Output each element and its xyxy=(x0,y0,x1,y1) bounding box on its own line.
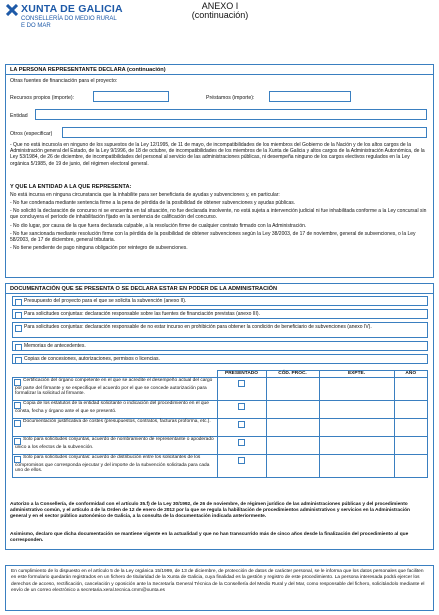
file-cell[interactable] xyxy=(319,436,394,454)
list-item: - No tiene pendiente de pago ninguna obligación por reintegro de subvenciones. xyxy=(10,245,188,252)
authorization-text: Autorizo a la Consellería, de conformidad con el artículo 35.f) de la Ley 30/1992, de 26 de noviembre, de régimen jurídico de las administraciones públicas y del procedimiento administrativo común, y el artículo 4 de la Orden de 12 de enero de 2012 por la que se regula la habilitación de procedimientos administrativos y servicios en la Administración general y en el sector público autonómico de Galicia, a la consulta de la documentación indicada anteriormente. xyxy=(10,502,410,519)
doc-item-financing: Para solicitudes conjuntas: declaración responsable sobre las fuentes de financiación previstas (anexo III). xyxy=(12,309,428,319)
divider xyxy=(6,293,433,294)
entity-bullets xyxy=(10,200,428,251)
col-file: EXPTE. xyxy=(319,371,394,378)
checkbox[interactable] xyxy=(14,420,21,427)
table-row: Solo para solicitudes conjuntas: acuerdo de distribución entre los solicitantes de los compromisos que corresponda ejecutar y del importe de la subvención solicitada para cada uno de ellos. xyxy=(13,454,428,477)
presented-checkbox[interactable] xyxy=(238,403,245,410)
presented-checkbox[interactable] xyxy=(238,380,245,387)
entity-intro: No está incursa en ninguna circunstancia que la inhabilite para ser beneficiaria de ayudas y subvenciones y, en particular: xyxy=(10,192,280,198)
table-row: Copia de los estatutos de la entidad solicitante o indicación del procedimiento en el que consta, fecha y órgano ante el que se presentó. xyxy=(13,400,428,418)
entity-label: Entidad xyxy=(10,113,28,119)
in-force-statement: Asimismo, declaro que dicha documentación se mantiene vigente en la actualidad y que no han transcurrido más de cinco años desde la finalización del procedimiento al que corresponden. xyxy=(10,532,409,543)
incompatibility-statement: - Que no está incurso/a en ninguno de los supuestos de la Ley 12/1995, de 11 de mayo, de incompatibilidades de los miembros del Gobierno de la Nación y de los altos cargos de la Administración general del Estado, de la Ley 9/1996, de 18 de octubre, de incompatibilidades de los miembros de la Xunta de Galicia y altos cargos de la Administración Autonómica, de la Ley 53/1984, de 26 de diciembre, de incompatibilidades del personal al servicio de las administraciones públicas, ni desempeña ninguno de los cargos electivos regulados en la Ley orgánica 5/1985, de 19 de junio, del régimen electoral general. xyxy=(10,142,425,167)
file-cell[interactable] xyxy=(319,400,394,418)
declaration-section xyxy=(5,64,434,278)
proc-code-cell[interactable] xyxy=(266,377,319,400)
presented-checkbox[interactable] xyxy=(238,457,245,464)
privacy-text: En cumplimiento de lo dispuesto en el artículo 5 de la Ley orgánica 15/1999, de 13 de diciembre, de protección de datos de carácter personal, se le informa que los datos personales que faciliten en este formulario quedarán registrados en un fichero de titularidad de la Xunta de Galicia, cuya finalidad es la gestión y registro de este procedimiento. La persona interesada podrá ejercer los derechos de acceso, rectificación, cancelación y oposición ante la Secretaría General Técnica de la Consellería del Medio Rural y del Mar, como responsable del fichero, solicitándolo mediante el envío de un correo electrónico a secretaria.xeral.tecnica.cmm@xunta.es xyxy=(11,569,425,593)
proc-code-cell[interactable] xyxy=(266,454,319,477)
section-title: DOCUMENTACIÓN QUE SE PRESENTA O SE DECLARA ESTAR EN PODER DE LA ADMINISTRACIÓN xyxy=(10,286,278,292)
year-cell[interactable] xyxy=(394,377,428,400)
loans-field[interactable] xyxy=(269,91,351,102)
year-cell[interactable] xyxy=(394,436,428,454)
documents-table xyxy=(12,370,428,478)
others-label: Otros (especificar) xyxy=(10,131,53,137)
presented-checkbox[interactable] xyxy=(238,421,245,428)
year-cell[interactable] xyxy=(394,418,428,436)
doc-item-budget: Presupuesto del proyecto para el que se solicita la subvención (anexo II). xyxy=(12,296,428,306)
cross-emblem-icon xyxy=(6,4,18,16)
file-cell[interactable] xyxy=(319,377,394,400)
section-title: LA PERSONA REPRESENTANTE DECLARA (continuación) xyxy=(10,67,166,73)
file-cell[interactable] xyxy=(319,454,394,477)
proc-code-cell[interactable] xyxy=(266,400,319,418)
presented-checkbox[interactable] xyxy=(238,439,245,446)
entity-field[interactable] xyxy=(35,109,427,120)
checkbox[interactable] xyxy=(15,344,22,351)
table-row: Documentación justificativa de costes (presupuestos, contratos, facturas proforma, etc.). xyxy=(13,418,428,436)
col-year: AÑO xyxy=(394,371,428,378)
xunta-logo xyxy=(6,3,123,33)
table-header-row xyxy=(13,371,428,378)
year-cell[interactable] xyxy=(394,454,428,477)
own-resources-label: Recursos propios (importe): xyxy=(10,95,75,101)
checkbox[interactable] xyxy=(15,312,22,319)
list-item: - No solicitó la declaración de concurso ni se encuentra en tal situación, no fue declarada insolvente, no está sujeta a intervención judicial ni fue inhabilitada conforme a la Ley concursal sin que concluyera el período de inhabilitación fijado en la sentencia de calificación del concurso. xyxy=(10,208,427,221)
others-field[interactable] xyxy=(62,127,427,138)
year-cell[interactable] xyxy=(394,400,428,418)
annex-title: ANEXO I (continuación) xyxy=(191,1,249,20)
table-row: Certificación del órgano competente en el que se acredite el desempeño actual del cargo por parte del firmante y se especifique el acuerdo por el que se concede autorización para formalizar la solicitud al firmante. xyxy=(13,377,428,400)
checkbox[interactable] xyxy=(15,299,22,306)
file-cell[interactable] xyxy=(319,418,394,436)
checkbox[interactable] xyxy=(14,438,21,445)
documentation-section xyxy=(5,283,434,550)
col-presented: PRESENTADO xyxy=(217,371,266,378)
proc-code-cell[interactable] xyxy=(266,436,319,454)
privacy-section xyxy=(5,565,434,611)
doc-item-licenses: Copias de concesiones, autorizaciones, permisos o licencias. xyxy=(12,354,428,364)
checkbox[interactable] xyxy=(15,325,22,332)
checkbox[interactable] xyxy=(14,379,21,386)
doc-item-memories: Memorias de antecedentes. xyxy=(12,341,428,351)
checkbox[interactable] xyxy=(15,357,22,364)
other-sources-label: Otras fuentes de financiación para el proyecto: xyxy=(10,78,118,84)
entity-title: Y QUE LA ENTIDAD A LA QUE REPRESENTA: xyxy=(10,184,132,190)
loans-label: Préstamos (importe): xyxy=(206,95,255,101)
col-proc-code: CÓD. PROC. xyxy=(266,371,319,378)
list-item: - No dio lugar, por causa de la que fuera declarada culpable, a la resolución firme de cualquier contrato firmado con la Administración. xyxy=(10,222,307,229)
list-item: - No fue sancionada mediante resolución firme con la pérdida de la posibilidad de obtener subvenciones según la Ley 38/2003, de 17 de noviembre, general de subvenciones, o la Ley 58/2003, de 17 de diciembre, general tributaria. xyxy=(10,230,416,244)
own-resources-field[interactable] xyxy=(93,91,169,102)
list-item: - No fue condenada mediante sentencia firme a la pena de pérdida de la posibilidad de obtener subvenciones y ayudas públicas. xyxy=(10,200,296,206)
proc-code-cell[interactable] xyxy=(266,418,319,436)
checkbox[interactable] xyxy=(14,456,21,463)
department-name: CONSELLERÍA DO MEDIO RURAL E DO MAR xyxy=(21,16,117,29)
doc-item-no-prohibition: Para solicitudes conjuntas: declaración responsable de no estar incurso en prohibición para obtener la condición de beneficiario de subvenciones (anexo IV). xyxy=(12,322,428,338)
checkbox[interactable] xyxy=(14,402,21,409)
table-row: Solo para solicitudes conjuntas, acuerdo de nombramiento de representante o apoderado único a los efectos de la subvención. xyxy=(13,436,428,454)
brand-name: XUNTA DE GALICIA xyxy=(21,3,123,15)
divider xyxy=(6,74,433,75)
